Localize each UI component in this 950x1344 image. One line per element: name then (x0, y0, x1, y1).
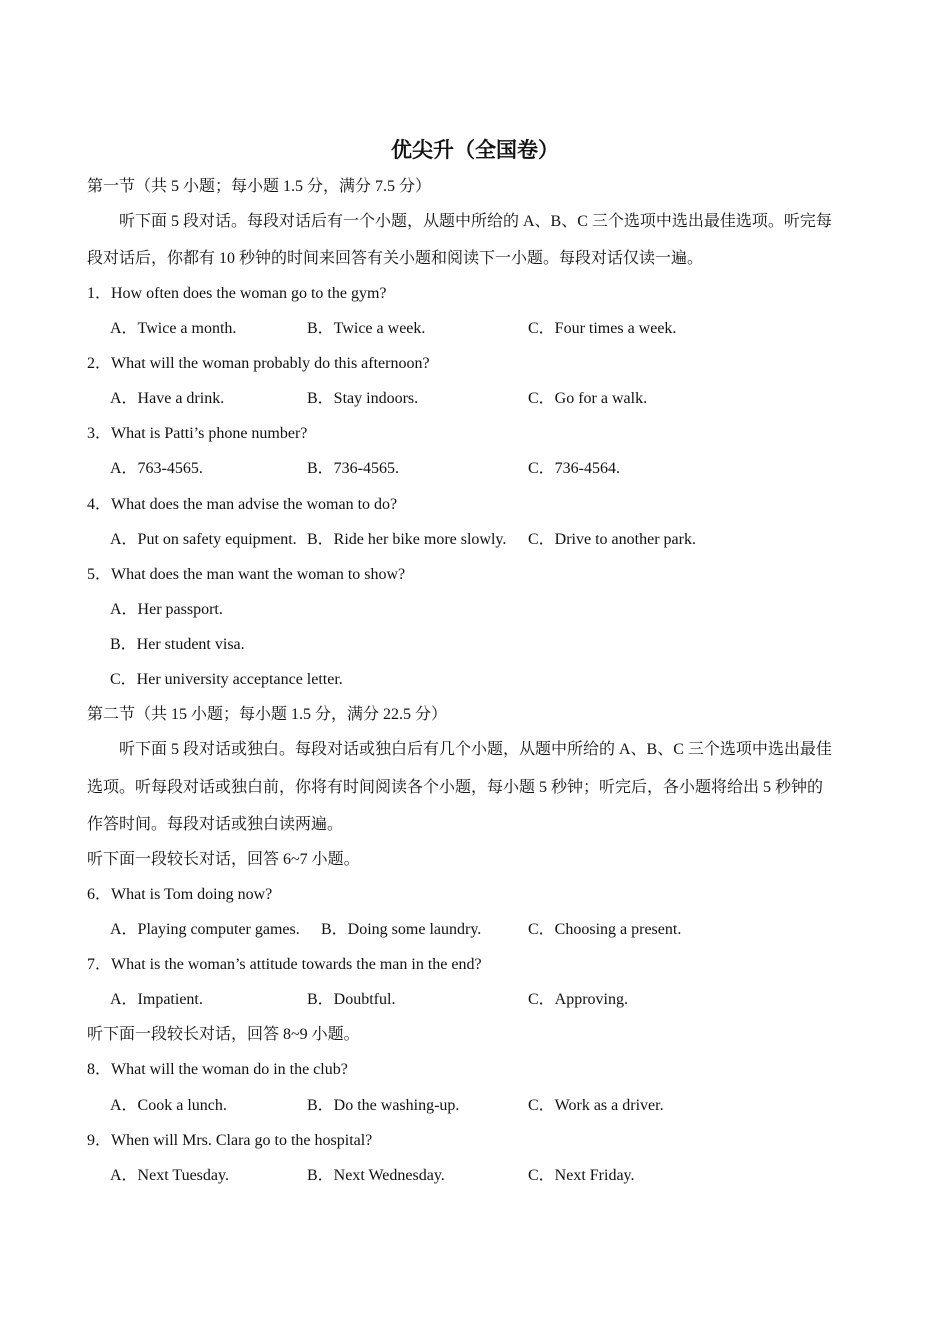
section1-heading: 第一节（共 5 小题；每小题 1.5 分，满分 7.5 分） (87, 178, 432, 195)
question-stem: 4．What does the man advise the woman to do? (87, 496, 398, 513)
question-stem: 3．What is Patti’s phone number? (87, 425, 308, 442)
group-instruction: 听下面一段较长对话，回答 6~7 小题。 (87, 851, 360, 868)
section1-instruction: 听下面 5 段对话。每段对话后有一个小题，从题中所给的 A、B、C 三个选项中选出最佳选项。听完每 (119, 213, 832, 230)
option-b: B．Stay indoors. (307, 390, 419, 407)
section2-instruction: 听下面 5 段对话或独白。每段对话或独白后有几个小题，从题中所给的 A、B、C 三个选项中选出最佳 (119, 741, 832, 758)
question-stem: 5．What does the man want the woman to show? (87, 566, 406, 583)
option-b: B．736-4565. (307, 460, 400, 477)
option-a: A．Twice a month. (110, 320, 237, 337)
option-a: A．Playing computer games. (110, 921, 300, 938)
option-c: C．Drive to another park. (528, 531, 696, 548)
section2-heading: 第二节（共 15 小题；每小题 1.5 分，满分 22.5 分） (87, 706, 448, 723)
option-c: C．736-4564. (528, 460, 621, 477)
question-stem: 1．How often does the woman go to the gym? (87, 285, 387, 302)
option-a: A．Have a drink. (110, 390, 225, 407)
option-c: C．Next Friday. (528, 1167, 635, 1184)
option-c: C．Four times a week. (528, 320, 677, 337)
option-c: C．Her university acceptance letter. (110, 671, 343, 688)
question-stem: 7．What is the woman’s attitude towards the man in the end? (87, 956, 482, 973)
section1-instruction: 段对话后，你都有 10 秒钟的时间来回答有关小题和阅读下一小题。每段对话仅读一遍。 (87, 250, 704, 267)
option-a: A．Her passport. (110, 601, 223, 618)
option-b: B．Twice a week. (307, 320, 426, 337)
section2-instruction: 选项。听每段对话或独白前，你将有时间阅读各个小题，每小题 5 秒钟；听完后，各小题将给出 5 秒钟的 (87, 779, 824, 796)
option-c: C．Go for a walk. (528, 390, 648, 407)
option-a: A．Impatient. (110, 991, 203, 1008)
option-a: A．763-4565. (110, 460, 203, 477)
option-b: B．Ride her bike more slowly. (307, 531, 507, 548)
option-b: B．Next Wednesday. (307, 1167, 445, 1184)
option-c: C．Approving. (528, 991, 629, 1008)
page-title: 优尖升（全国卷） (391, 138, 559, 162)
option-a: A．Cook a lunch. (110, 1097, 227, 1114)
section2-instruction: 作答时间。每段对话或独白读两遍。 (87, 816, 344, 833)
question-stem: 2．What will the woman probably do this afternoon? (87, 355, 430, 372)
question-stem: 6．What is Tom doing now? (87, 886, 273, 903)
option-c: C．Choosing a present. (528, 921, 682, 938)
option-a: A．Put on safety equipment. (110, 531, 297, 548)
question-stem: 8．What will the woman do in the club? (87, 1061, 348, 1078)
group-instruction: 听下面一段较长对话，回答 8~9 小题。 (87, 1026, 360, 1043)
option-b: B．Doubtful. (307, 991, 396, 1008)
option-b: B．Doing some laundry. (321, 921, 482, 938)
option-c: C．Work as a driver. (528, 1097, 664, 1114)
option-a: A．Next Tuesday. (110, 1167, 229, 1184)
question-stem: 9．When will Mrs. Clara go to the hospital? (87, 1132, 373, 1149)
option-b: B．Do the washing-up. (307, 1097, 460, 1114)
option-b: B．Her student visa. (110, 636, 245, 653)
